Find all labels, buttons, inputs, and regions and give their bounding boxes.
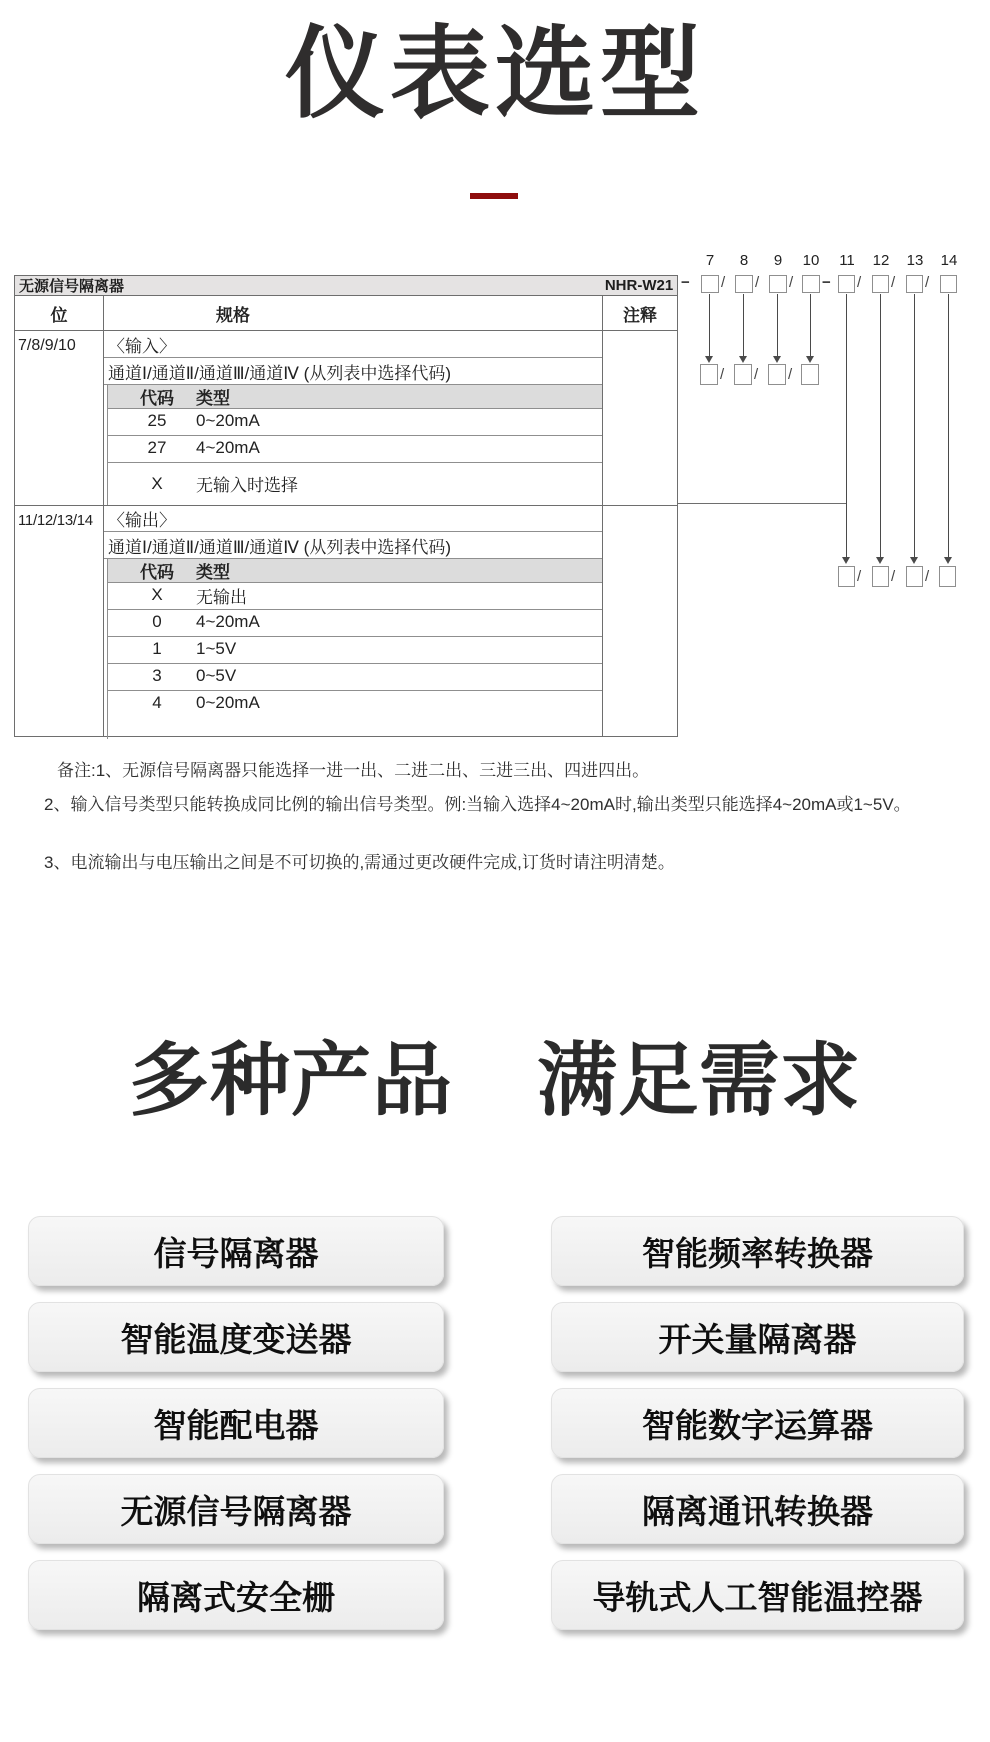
type-value: 无输入时选择 [196, 476, 298, 495]
col-header-spec: 规格 [104, 296, 602, 331]
product-button-passive-signal-isolator[interactable]: 无源信号隔离器 [28, 1474, 444, 1544]
input-code-slot [700, 364, 718, 385]
type-value: 0~20mA [196, 411, 260, 430]
code-slash: / [721, 274, 726, 291]
type-column-label: 类型 [196, 388, 230, 408]
output-note-cell [602, 505, 677, 736]
output-code-row [104, 582, 602, 609]
digit-12: 12 [872, 252, 890, 269]
input-label: 〈输入〉 [104, 331, 602, 358]
code-box [802, 275, 820, 293]
title-accent-bar [470, 193, 518, 199]
connector-line [743, 294, 744, 356]
type-value: 无输出 [196, 587, 247, 607]
input-code-slot [734, 364, 752, 385]
output-code-row [104, 609, 602, 636]
note-2: 2、输入信号类型只能转换成同比例的输出信号类型。例:当输入选择4~20mA时,输出类型只能选择4~20mA或1~5V。 [44, 795, 911, 814]
arrowhead-icon [739, 356, 747, 363]
code-value: 1 [152, 639, 162, 658]
code-slash: / [925, 568, 930, 585]
product-button-smart-temp-transmitter[interactable]: 智能温度变送器 [28, 1302, 444, 1372]
type-value: 0~5V [196, 666, 237, 685]
connector-line [914, 294, 915, 558]
output-code-header-band [107, 559, 602, 583]
code-dash: − [681, 274, 690, 291]
digit-13: 13 [906, 252, 924, 269]
code-box [838, 275, 855, 293]
code-box [872, 275, 889, 293]
code-value: X [151, 473, 163, 493]
selection-table [14, 295, 678, 737]
code-slash: / [925, 274, 930, 291]
type-value: 1~5V [196, 639, 237, 658]
arrowhead-icon [705, 356, 713, 363]
product-button-smart-distributor[interactable]: 智能配电器 [28, 1388, 444, 1458]
connector-line [709, 294, 710, 356]
products-heading [0, 1038, 990, 1124]
products-heading-right: 满足需求 [537, 1036, 861, 1125]
code-slash: / [754, 366, 759, 383]
code-slash: / [789, 274, 794, 291]
output-positions: 11/12/13/14 [15, 505, 104, 736]
code-box [906, 275, 923, 293]
input-channels: 通道Ⅰ/通道Ⅱ/通道Ⅲ/通道Ⅳ (从列表中选择代码) [104, 358, 602, 385]
input-code-row [104, 462, 602, 505]
arrowhead-icon [910, 557, 918, 564]
input-code-slot [801, 364, 819, 385]
digit-8: 8 [739, 252, 749, 269]
product-name: 无源信号隔离器 [19, 278, 125, 295]
product-button-smart-digital-calculator[interactable]: 智能数字运算器 [551, 1388, 964, 1458]
input-code-header-band [107, 385, 602, 409]
input-code-row-band [107, 435, 602, 463]
output-code-header [104, 559, 602, 582]
arrowhead-icon [773, 356, 781, 363]
code-box [769, 275, 787, 293]
code-column-label: 代码 [140, 562, 174, 582]
output-code-row-band [107, 688, 602, 739]
note-1: 备注:1、无源信号隔离器只能选择一进一出、二进二出、三进三出、四进四出。 [57, 761, 650, 780]
type-value: 4~20mA [196, 612, 260, 631]
connector-line [777, 294, 778, 356]
type-column-label: 类型 [196, 562, 230, 582]
output-code-row [104, 663, 602, 690]
code-box [735, 275, 753, 293]
product-button-signal-isolator[interactable]: 信号隔离器 [28, 1216, 444, 1286]
code-value: 27 [147, 438, 167, 457]
input-code-row-band [107, 462, 602, 505]
input-code-header [104, 385, 602, 408]
type-value: 0~20mA [196, 692, 260, 712]
input-code-row-band [107, 408, 602, 436]
code-value: 25 [147, 411, 167, 430]
page-title: 仪表选型 [285, 18, 705, 130]
digit-14: 14 [940, 252, 958, 269]
digit-9: 9 [773, 252, 783, 269]
connector-line [846, 294, 847, 558]
arrowhead-icon [842, 557, 850, 564]
code-slash: / [857, 274, 862, 291]
input-code-row [104, 435, 602, 462]
output-code-row-band [107, 582, 602, 610]
output-code-row-band [107, 636, 602, 664]
code-slash: / [857, 568, 862, 585]
output-code-slot [872, 566, 889, 587]
code-value: 0 [152, 612, 162, 631]
connector-line [880, 294, 881, 558]
digit-10: 10 [802, 252, 820, 269]
code-box [701, 275, 719, 293]
product-button-switch-isolator[interactable]: 开关量隔离器 [551, 1302, 964, 1372]
input-positions: 7/8/9/10 [15, 331, 104, 505]
code-slash: / [720, 366, 725, 383]
output-code-row-band [107, 609, 602, 637]
section-divider-line [678, 503, 846, 504]
col-header-note: 注释 [602, 296, 677, 331]
type-value: 4~20mA [196, 438, 260, 457]
connector-line [810, 294, 811, 356]
connector-line [948, 294, 949, 558]
output-code-slot [939, 566, 956, 587]
products-heading-left: 多种产品 [129, 1036, 453, 1125]
code-slash: / [891, 568, 896, 585]
table-title-band [14, 275, 678, 295]
arrowhead-icon [944, 557, 952, 564]
digit-7: 7 [705, 252, 715, 269]
col-header-position: 位 [15, 296, 104, 331]
code-box [940, 275, 957, 293]
output-code-slot [906, 566, 923, 587]
code-dash: − [822, 274, 831, 291]
code-value: X [151, 585, 163, 604]
output-code-row [104, 690, 602, 736]
arrowhead-icon [806, 356, 814, 363]
output-code-row-band [107, 663, 602, 691]
output-code-row [104, 636, 602, 663]
code-slash: / [891, 274, 896, 291]
note-3: 3、电流输出与电压输出之间是不可切换的,需通过更改硬件完成,订货时请注明清楚。 [44, 853, 675, 872]
product-button-rail-ai-temp-controller[interactable]: 导轨式人工智能温控器 [551, 1560, 964, 1630]
arrowhead-icon [876, 557, 884, 564]
input-code-slot [768, 364, 786, 385]
code-value: 4 [152, 692, 162, 712]
code-slash: / [755, 274, 760, 291]
output-code-slot [838, 566, 855, 587]
product-button-isolated-comm-converter[interactable]: 隔离通讯转换器 [551, 1474, 964, 1544]
model-code: NHR-W21 [604, 277, 674, 294]
product-button-smart-frequency-converter[interactable]: 智能频率转换器 [551, 1216, 964, 1286]
input-note-cell [602, 331, 677, 505]
code-column-label: 代码 [140, 388, 174, 408]
code-value: 3 [152, 666, 162, 685]
output-label: 〈输出〉 [104, 505, 602, 532]
input-code-row [104, 408, 602, 435]
product-button-isolated-safety-barrier[interactable]: 隔离式安全栅 [28, 1560, 444, 1630]
output-channels: 通道Ⅰ/通道Ⅱ/通道Ⅲ/通道Ⅳ (从列表中选择代码) [104, 532, 602, 559]
code-slash: / [788, 366, 793, 383]
digit-11: 11 [839, 252, 855, 269]
